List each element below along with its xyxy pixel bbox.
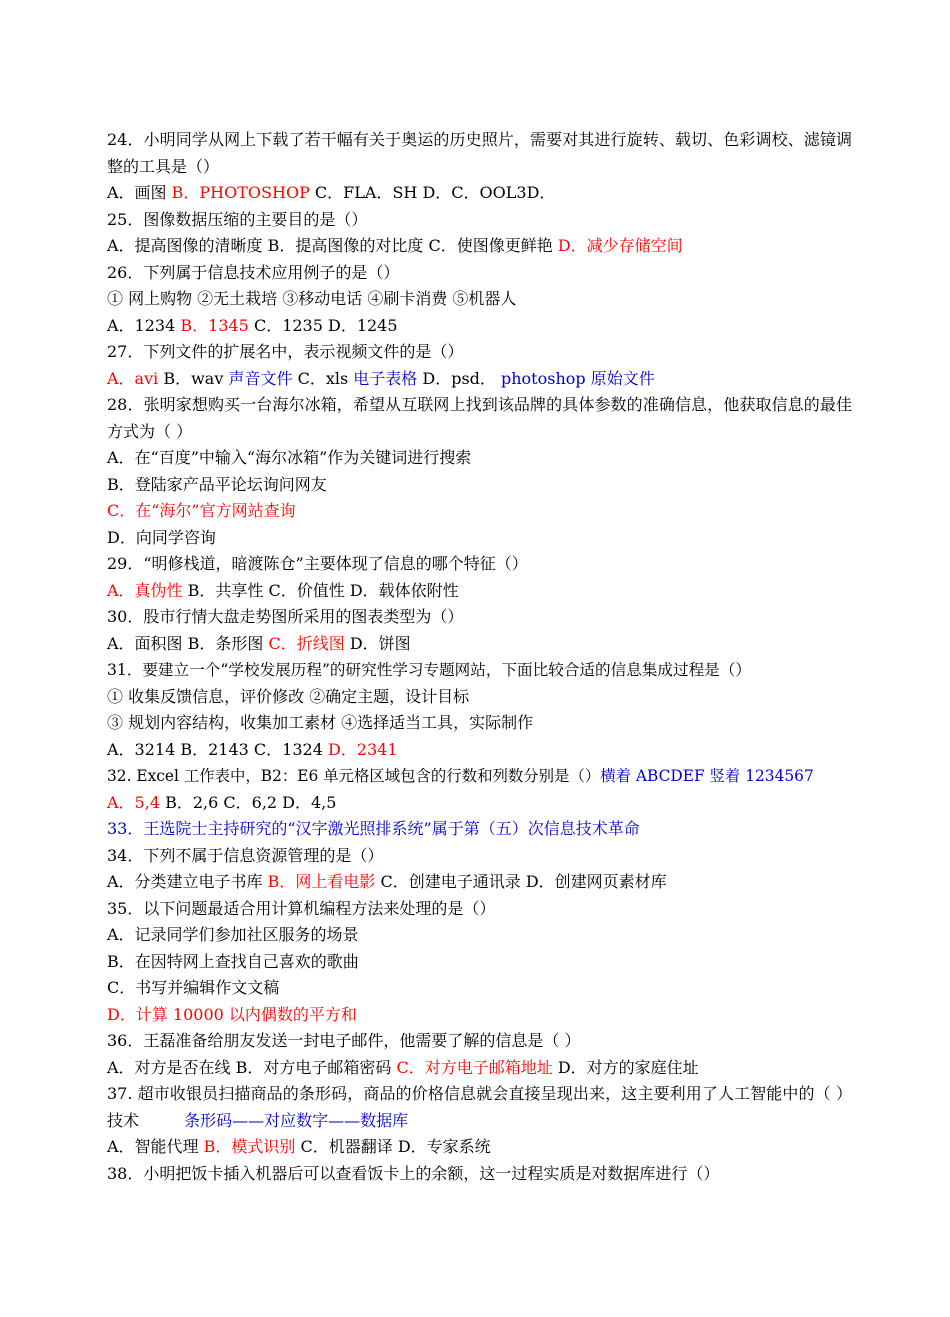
question-35-text: 35．以下问题最适合用计算机编程方法来处理的是（） — [107, 898, 496, 918]
option-text: B．共享性 C．价值性 D．载体依附性 — [182, 580, 459, 600]
option-text: A．记录同学们参加社区服务的场景 — [107, 925, 359, 944]
note-text: 电子表格 — [353, 368, 418, 388]
answer-option: A．5,4 — [107, 792, 161, 812]
note-text: 条形码——对应数字——数据库 — [184, 1110, 409, 1130]
question-25 — [107, 207, 852, 234]
question-26-items — [107, 286, 852, 313]
option-text: B．wav — [158, 368, 229, 388]
item-list: ③ 规划内容结构，收集加工素材 ④选择适当工具，实际制作 — [107, 713, 534, 732]
question-28 — [107, 392, 852, 445]
item-list: ① 网上购物 ②无土栽培 ③移动电话 ④刷卡消费 ⑤机器人 — [107, 289, 517, 308]
question-29-text: 29．“明修栈道，暗渡陈仓”主要体现了信息的哪个特征（） — [107, 554, 528, 573]
question-35-option-d — [107, 1002, 852, 1029]
note-text: photoshop 原始文件 — [501, 368, 655, 388]
option-text: A．智能代理 — [107, 1137, 204, 1156]
question-28-option-b — [107, 472, 852, 499]
question-26 — [107, 260, 852, 287]
answer-option: C．对方电子邮箱地址 — [396, 1057, 553, 1077]
question-37-text: 37. 超市收银员扫描商品的条形码，商品的价格信息就会直接呈现出来，这主要利用了人工智能中的（ ）技术 — [107, 1084, 852, 1130]
question-36 — [107, 1028, 852, 1055]
option-text: A．面积图 B．条形图 — [107, 633, 269, 653]
question-30 — [107, 604, 852, 631]
question-32 — [107, 763, 852, 790]
question-25-options — [107, 233, 852, 260]
note-text: 横着 ABCDEF 竖着 1234567 — [600, 767, 814, 785]
answer-option: D．计算 10000 以内偶数的平方和 — [107, 1004, 357, 1024]
option-text: C．书写并编辑作文文稿 — [107, 978, 280, 997]
answer-option: B．1345 — [180, 315, 249, 335]
answer-option: D．2341 — [327, 739, 398, 759]
answer-option: A．avi — [107, 368, 159, 388]
option-text: C．xls — [292, 368, 354, 388]
question-25-text: 25．图像数据压缩的主要目的是（） — [107, 209, 368, 229]
option-text: A．1234 — [107, 315, 181, 335]
question-37-options — [107, 1134, 852, 1161]
question-27 — [107, 339, 852, 366]
question-30-text: 30．股市行情大盘走势图所采用的图表类型为（） — [107, 607, 464, 626]
question-34-options — [107, 869, 852, 896]
question-36-text: 36．王磊准备给朋友发送一封电子邮件，他需要了解的信息是（ ） — [107, 1031, 581, 1050]
question-34-text: 34．下列不属于信息资源管理的是（） — [107, 845, 384, 865]
question-31 — [107, 657, 852, 684]
option-text: D．psd． — [417, 368, 501, 388]
answer-option: B．PHOTOSHOP — [171, 183, 310, 202]
question-28-option-a — [107, 445, 852, 472]
question-29 — [107, 551, 852, 578]
question-37 — [107, 1081, 852, 1134]
question-38-text: 38．小明把饭卡插入机器后可以查看饭卡上的余额，这一过程实质是对数据库进行（） — [107, 1163, 720, 1183]
option-text: C．FLA．SH D．C．OOL3D． — [309, 183, 556, 202]
question-33-text: 33．王选院士主持研究的“汉字激光照排系统”属于第（五）次信息技术革命 — [107, 819, 640, 838]
question-35 — [107, 896, 852, 923]
question-28-option-c — [107, 498, 852, 525]
option-text: A．分类建立电子书库 — [107, 872, 268, 891]
option-text: A．对方是否在线 B．对方电子邮箱密码 — [107, 1057, 397, 1077]
option-text: D．对方的家庭住址 — [552, 1057, 699, 1077]
note-text: 声音文件 — [228, 368, 293, 388]
option-text: C．创建电子通讯录 D．创建网页素材库 — [375, 872, 667, 891]
answer-option: D．减少存储空间 — [557, 236, 683, 255]
answer-option: C．在“海尔”官方网站查询 — [107, 501, 296, 520]
question-35-option-b — [107, 949, 852, 976]
question-31-options — [107, 737, 852, 764]
option-text: D．向同学咨询 — [107, 527, 216, 547]
option-text: A．3214 B．2143 C．1324 — [107, 739, 328, 759]
question-35-option-a — [107, 922, 852, 949]
option-text: A．在“百度”中输入“海尔冰箱”作为关键词进行搜索 — [107, 448, 472, 467]
question-31-text: 31．要建立一个“学校发展历程”的研究性学习专题网站，下面比较合适的信息集成过程是（） — [107, 661, 751, 679]
question-29-options — [107, 578, 852, 605]
question-31-items-2 — [107, 710, 852, 737]
question-28-option-d — [107, 525, 852, 552]
question-26-text: 26．下列属于信息技术应用例子的是（） — [107, 262, 400, 282]
question-34 — [107, 843, 852, 870]
question-26-options — [107, 313, 852, 340]
question-24-options — [107, 180, 852, 207]
question-27-text: 27．下列文件的扩展名中，表示视频文件的是（） — [107, 342, 464, 361]
option-text: C．机器翻译 D．专家系统 — [295, 1137, 491, 1156]
answer-option: C．折线图 — [268, 633, 345, 653]
question-27-options — [107, 366, 852, 393]
question-35-option-c — [107, 975, 852, 1002]
question-33 — [107, 816, 852, 843]
item-list: ① 收集反馈信息，评价修改 ②确定主题，设计目标 — [107, 686, 470, 706]
option-text: B．在因特网上查找自己喜欢的歌曲 — [107, 951, 359, 971]
question-32-text: 32. Excel 工作表中，B2：E6 单元格区域包含的行数和列数分别是（） — [107, 767, 601, 785]
option-text: B．登陆家产品平论坛询问网友 — [107, 474, 327, 494]
option-text: C．1235 D．1245 — [248, 315, 398, 335]
option-text: A．画图 — [107, 183, 172, 202]
question-36-options — [107, 1055, 852, 1082]
question-28-text: 28．张明家想购买一台海尔冰箱，希望从互联网上找到该品牌的具体参数的准确信息，他获取信息的最佳方式为（ ） — [107, 395, 852, 441]
option-text: B．2,6 C．6,2 D．4,5 — [160, 792, 337, 812]
question-24 — [107, 127, 852, 180]
question-32-options — [107, 790, 852, 817]
option-text: D．饼图 — [344, 633, 411, 653]
answer-option: B．网上看电影 — [267, 872, 376, 891]
document-page — [107, 127, 852, 1187]
question-38 — [107, 1161, 852, 1188]
option-text: A．提高图像的清晰度 B．提高图像的对比度 C．使图像更鲜艳 — [107, 236, 558, 255]
answer-option: A．真伪性 — [107, 580, 183, 600]
question-24-text: 24．小明同学从网上下载了若干幅有关于奥运的历史照片，需要对其进行旋转、载切、色彩调校、滤镜调整的工具是（） — [107, 130, 852, 176]
answer-option: B．模式识别 — [203, 1137, 296, 1156]
question-31-items-1 — [107, 684, 852, 711]
question-30-options — [107, 631, 852, 658]
